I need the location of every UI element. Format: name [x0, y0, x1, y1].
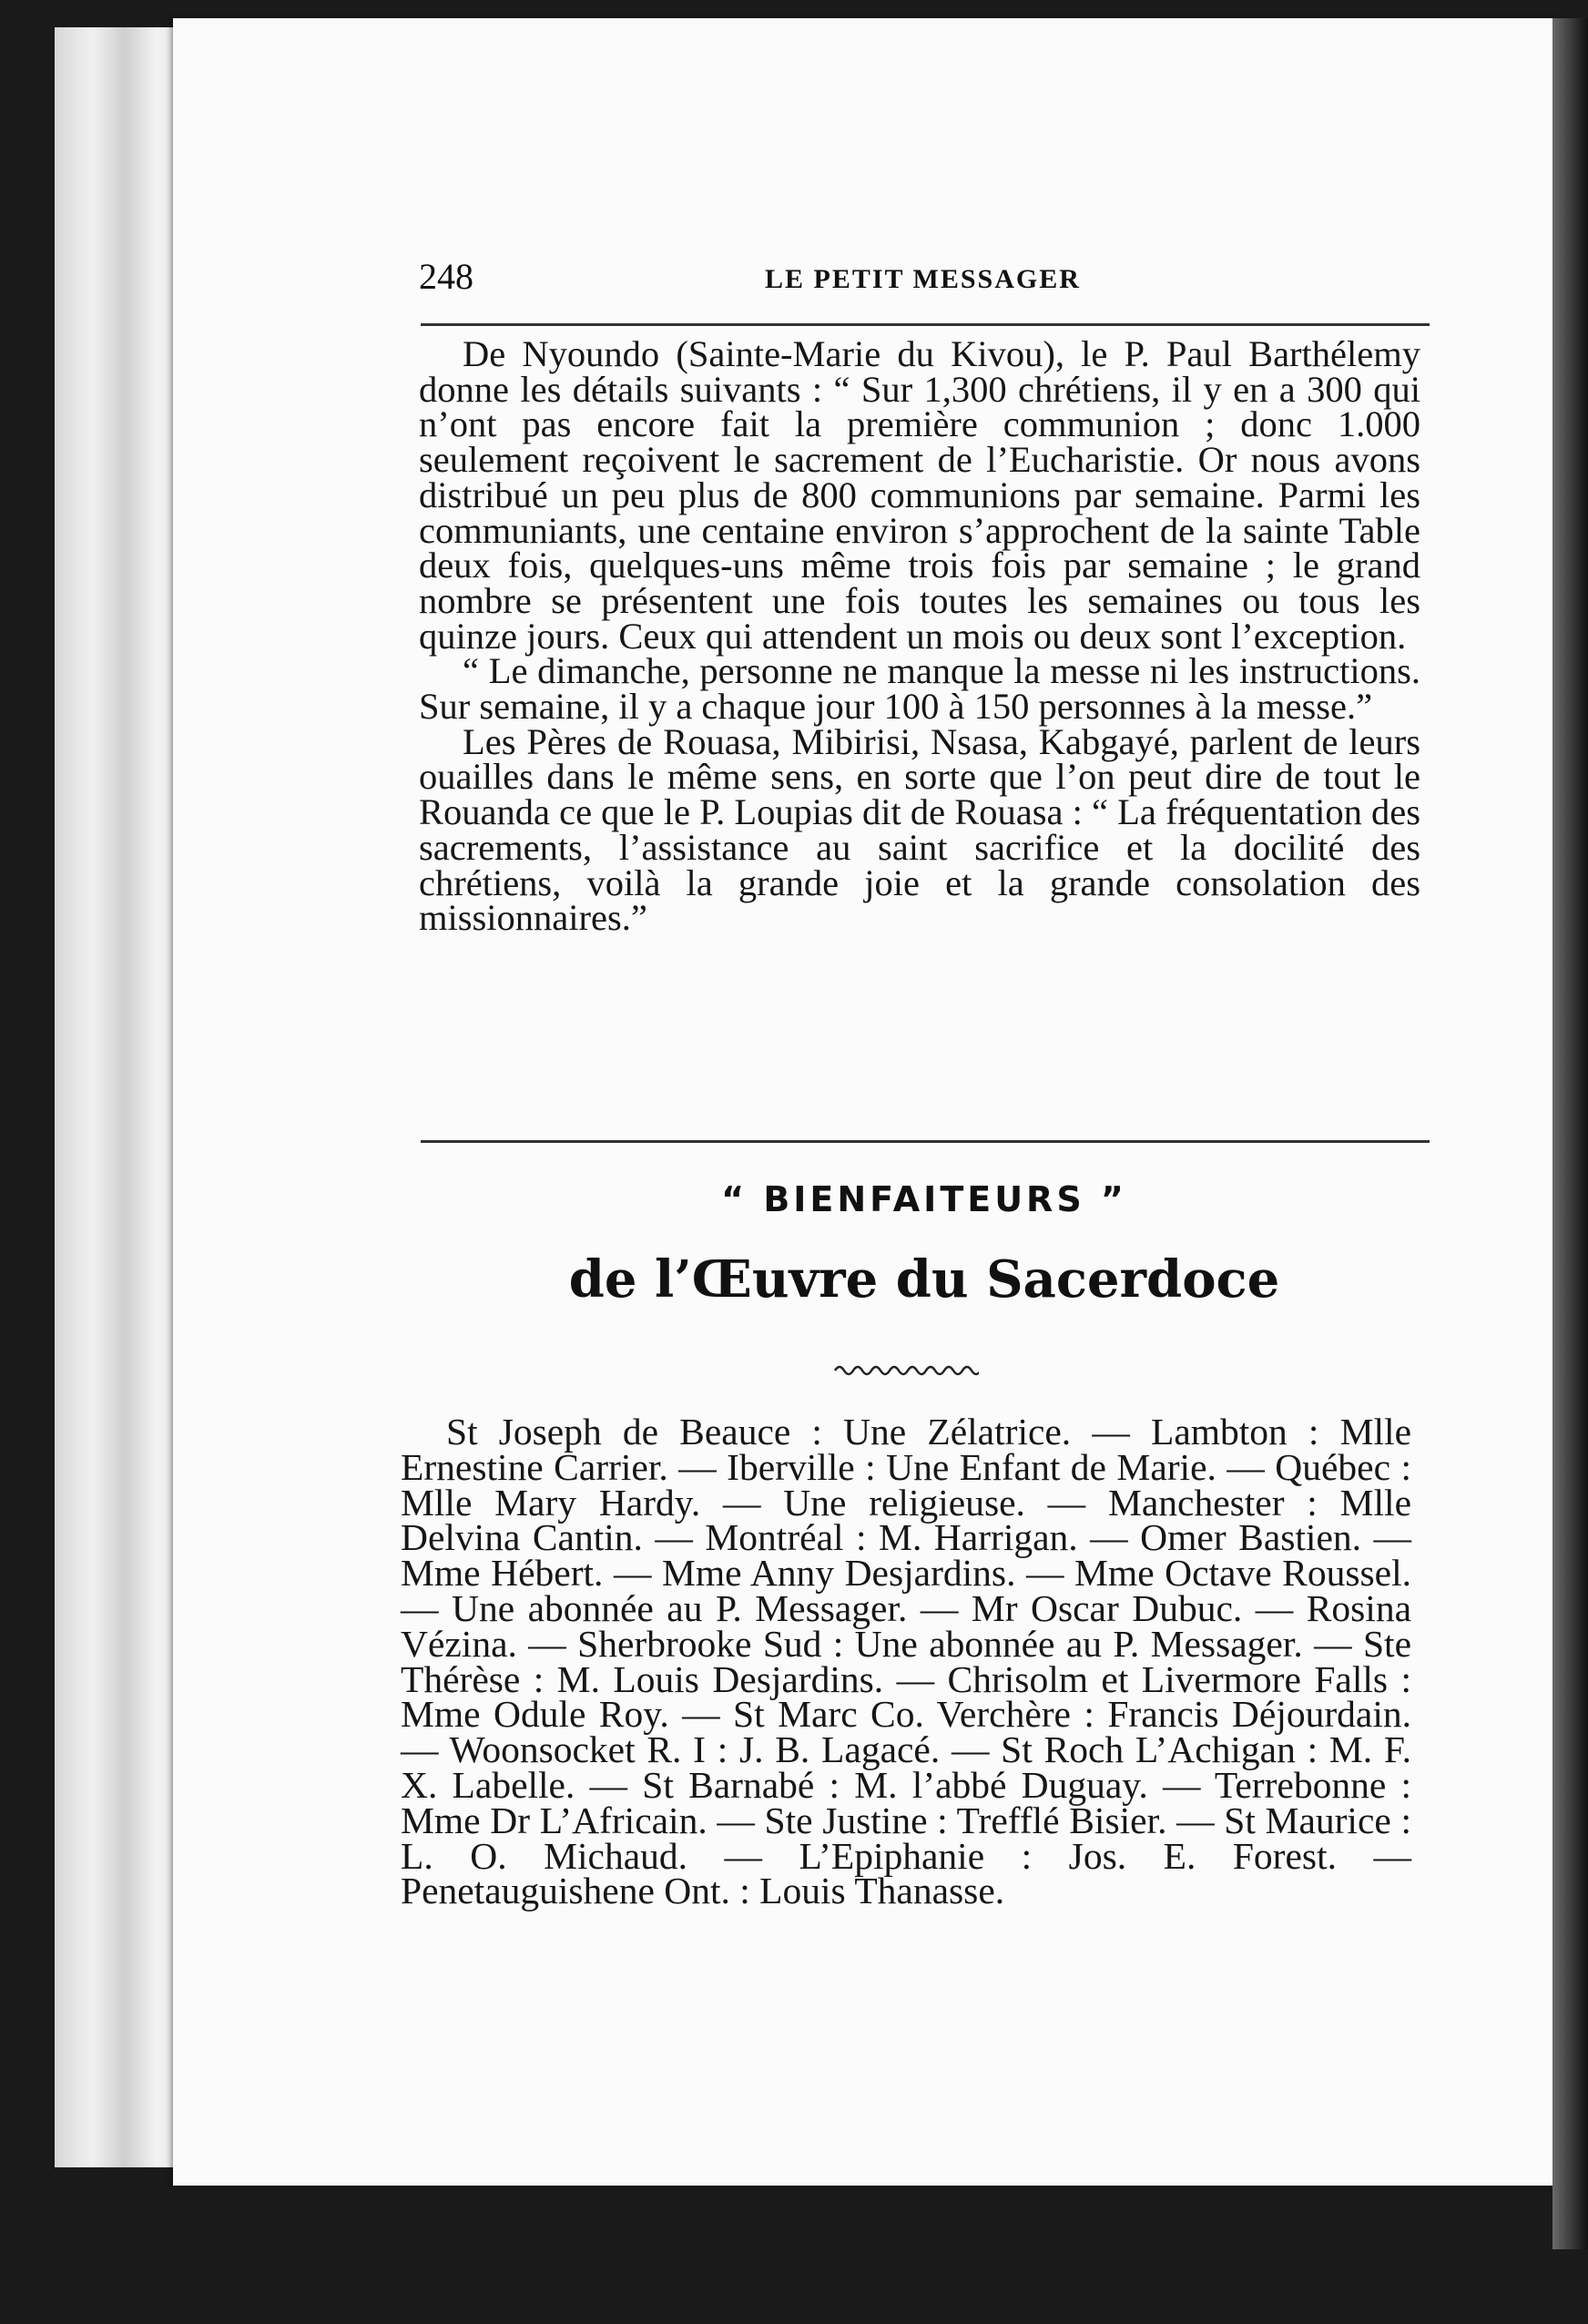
article-body	[419, 333, 1420, 939]
page-number: 248	[419, 256, 473, 297]
running-head-title: LE PETIT MESSAGER	[765, 264, 1081, 294]
book-page-edges	[55, 27, 182, 2167]
section-subtitle: de l’Œuvre du Sacerdoce	[568, 1249, 1280, 1310]
article-paragraph: De Nyoundo (Sainte-Marie du Kivou), le P. Paul Barthélemy donne les détails suivants : “ Sur 1,300 chrétiens, il y en a 300 qui n’ont pas encore fait la première communion ; donc 1.000 seulement reçoivent le sacrement de l’Eucharistie. Or nous avons distribué un peu plus de 800 communions par semaine. Parmi les communiants, une centaine environ s’approchent de la sainte Table deux fois, quelques-uns même trois fois par semaine ; le grand nombre se présentent une fois toutes les semaines ou tous les quinze jours. Ceux qui attendent un mois ou deux sont l’exception.	[419, 333, 1420, 657]
book-gutter-shadow	[1552, 18, 1588, 2249]
benefactors-list: St Joseph de Beauce : Une Zélatrice. — Lambton : Mlle Ernestine Carrier. — Iberville : Une Enfant de Marie. — Québec : Mlle Mary Hardy. — Une religieuse. — Manchester : Mlle Delvina Cantin. — Montréal : M. Harrigan. — Omer Bastien. — Mme Hébert. — Mme Anny Desjardins. — Mme Octave Roussel. — Une abonnée au P. Messager. — Mr Oscar Dubuc. — Rosina Vézina. — Sherbrooke Sud : Une abonnée au P. Messager. — Ste Thérèse : M. Louis Desjardins. — Chrisolm et Livermore Falls : Mme Odule Roy. — St Marc Co. Verchère : Francis Déjourdain. — Woonsocket R. I : J. B. Lagacé. — St Roch L’Achigan : M. F. X. Labelle. — St Barnabé : M. l’abbé Duguay. — Terrebonne : Mme Dr L’Africain. — Ste Justine : Trefflé Bisier. — St Maurice : L. O. Michaud. — L’Epiphanie : Jos. E. Forest. — Penetauguishene Ont. : Louis Thanasse.	[401, 1411, 1411, 1912]
section-title: “ BIENFAITEURS ”	[721, 1179, 1127, 1219]
top-rule	[421, 323, 1430, 326]
section-rule	[421, 1140, 1430, 1143]
wavy-line-ornament-icon	[833, 1361, 979, 1381]
article-paragraph: Les Pères de Rouasa, Mibirisi, Nsasa, Kabgayé, parlent de leurs ouailles dans le même sens, en sorte que l’on peut dire de tout le Rouanda ce que le P. Loupias dit de Rouasa : “ La fréquentation des sacrements, l’assistance au saint sacrifice et la docilité des chrétiens, voilà la grande joie et la grande consolation des missionnaires.”	[419, 720, 1420, 939]
article-paragraph: “ Le dimanche, personne ne manque la messe ni les instructions. Sur semaine, il y a chaque jour 100 à 150 personnes à la messe.”	[419, 650, 1420, 728]
running-head	[419, 255, 1430, 301]
